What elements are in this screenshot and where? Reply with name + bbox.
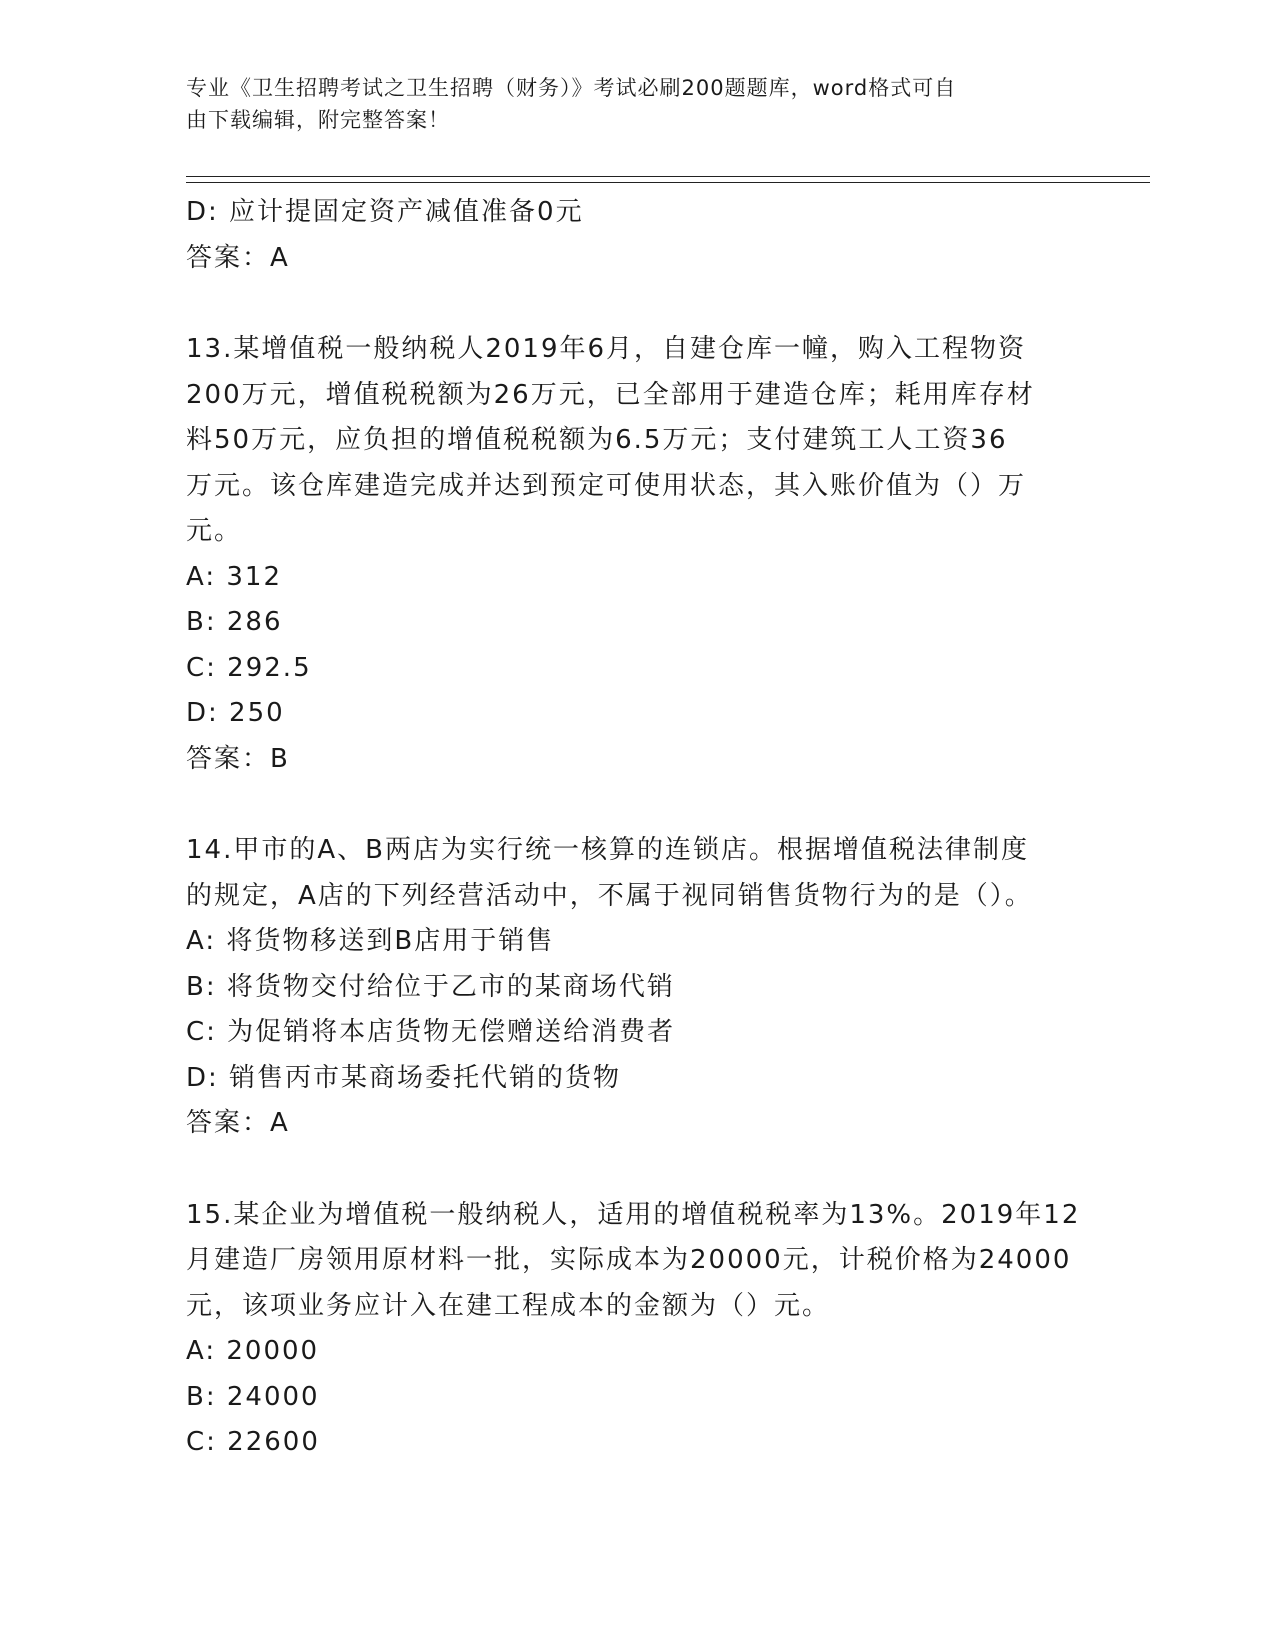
option-b: B: 24000 [186,1381,320,1412]
question-text-line: 元。 [186,516,243,546]
question-14 [186,828,1086,1147]
option-b: B: 将货物交付给位于乙市的某商场代销 [186,971,675,1002]
question-13 [186,327,1086,782]
question-content [186,190,1086,1466]
option-d: D: 销售丙市某商场委托代销的货物 [186,1062,622,1093]
question-text-line: 的规定，A店的下列经营活动中，不属于视同销售货物行为的是（）。 [186,880,1033,911]
answer: 答案：B [186,743,290,774]
question-text-line: 月建造厂房领用原材料一批，实际成本为20000元，计税价格为24000 [186,1245,1072,1275]
header-line-1: 专业《卫生招聘考试之卫生招聘（财务）》考试必刷200题题库，word格式可自 [186,76,957,100]
question-text-line: 14.甲市的A、B两店为实行统一核算的连锁店。根据增值税法律制度 [186,835,1029,865]
question-text-line: 200万元，增值税税额为26万元，已全部用于建造仓库；耗用库存材 [186,379,1035,410]
previous-question-tail [186,190,1086,281]
option-b: B: 286 [186,607,283,637]
document-header [186,72,1076,136]
option-c: C: 22600 [186,1427,320,1457]
header-divider-bottom [186,182,1150,183]
question-text-line: 元，该项业务应计入在建工程成本的金额为（）元。 [186,1290,831,1321]
answer: 答案：A [186,242,290,273]
spacer [186,281,1086,327]
option-a: A: 312 [186,561,282,592]
spacer [186,1147,1086,1193]
header-line-2: 由下载编辑，附完整答案！ [186,108,450,132]
option-d: D: 250 [186,698,285,728]
question-text-line: 13.某增值税一般纳税人2019年6月，自建仓库一幢，购入工程物资 [186,334,1027,364]
question-text-line: 料50万元，应负担的增值税税额为6.5万元；支付建筑工人工资36 [186,425,1008,455]
question-text-line: 15.某企业为增值税一般纳税人，适用的增值税税率为13%。2019年12 [186,1199,1081,1230]
option-c: C: 292.5 [186,652,312,683]
question-15 [186,1193,1086,1466]
option-d: D: 应计提固定资产减值准备0元 [186,197,584,227]
question-text-line: 万元。该仓库建造完成并达到预定可使用状态，其入账价值为（）万 [186,470,1027,501]
option-c: C: 为促销将本店货物无偿赠送给消费者 [186,1017,676,1047]
answer: 答案：A [186,1108,290,1138]
spacer [186,782,1086,828]
header-divider-top [186,176,1150,177]
option-a: A: 将货物移送到B店用于销售 [186,926,555,956]
option-a: A: 20000 [186,1336,320,1366]
